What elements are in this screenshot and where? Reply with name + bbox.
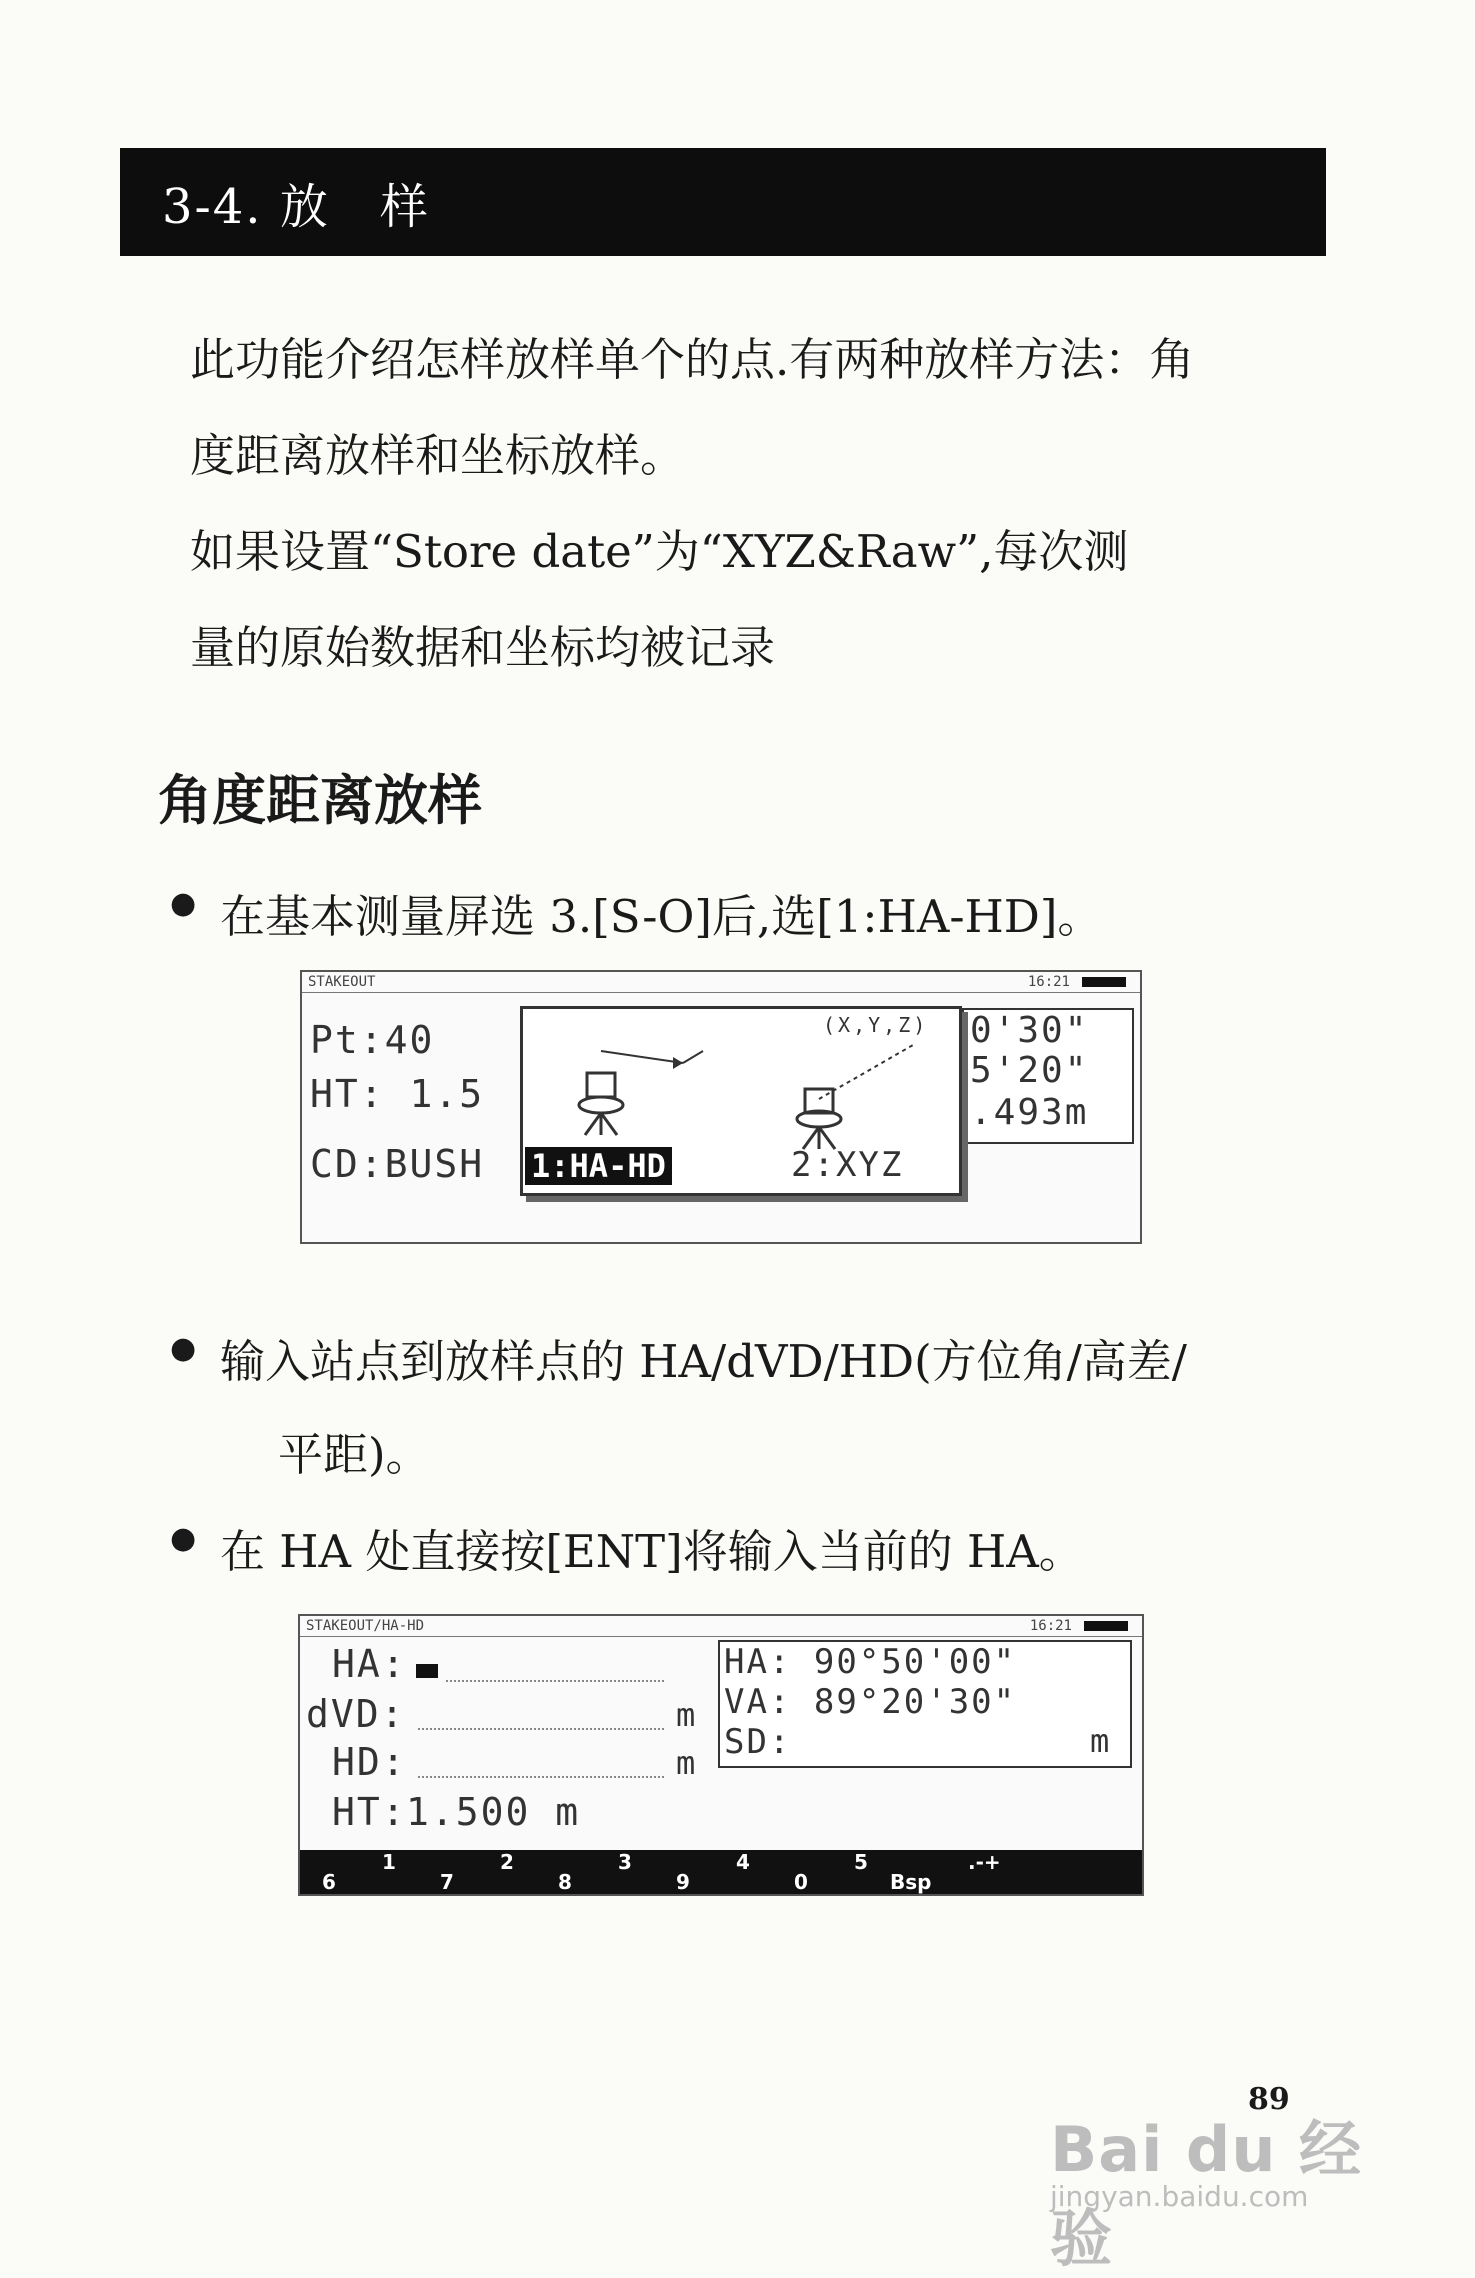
key-1[interactable]: 1	[382, 1850, 396, 1874]
bullet-1: ● 在基本测量屏选 3.[S-O]后,选[1:HA-HD]。	[220, 880, 1102, 945]
key-5[interactable]: 5	[854, 1850, 868, 1874]
numeric-keypad-bar	[300, 1850, 1142, 1894]
hd-unit: m	[676, 1744, 698, 1782]
intro-line-4: 量的原始数据和坐标均被记录	[190, 621, 776, 674]
key-9[interactable]: 9	[676, 1870, 690, 1894]
rbox-va: VA: 89°20'30"	[724, 1682, 1017, 1722]
dvd-unit: m	[676, 1696, 698, 1734]
key-2[interactable]: 2	[500, 1850, 514, 1874]
angle-readout-box	[962, 1008, 1134, 1144]
stakeout-ha-hd-screen	[298, 1614, 1144, 1896]
readout-line-3: .493m	[970, 1092, 1089, 1133]
readout-line-2: 5'20"	[970, 1050, 1089, 1091]
rbox-sd-label: SD:	[724, 1722, 792, 1762]
bullet-2: ● 输入站点到放样点的 HA/dVD/HD(方位角/高差/	[220, 1325, 1187, 1390]
section-title: 角度距离放样	[158, 769, 482, 832]
angle-readout-box	[718, 1640, 1132, 1768]
stakeout-screen	[300, 970, 1142, 1244]
option-ha-hd[interactable]: 1:HA-HD	[525, 1147, 672, 1185]
bullet-2-continued: 平距)。	[278, 1428, 431, 1481]
xyz-label: (X,Y,Z)	[823, 1013, 929, 1037]
screen-status-bar	[300, 1616, 1142, 1637]
section-header-bar	[120, 148, 1326, 256]
key-backspace[interactable]: Bsp	[890, 1870, 932, 1894]
input-cursor	[416, 1664, 438, 1678]
watermark-logo-text: Bai du 经验	[1050, 2113, 1363, 2275]
dvd-input[interactable]	[418, 1728, 664, 1730]
key-8[interactable]: 8	[558, 1870, 572, 1894]
ha-label: HA:	[332, 1642, 407, 1686]
section-header-title: 3-4. 放 样	[162, 178, 430, 235]
key-0[interactable]: 0	[794, 1870, 808, 1894]
key-3[interactable]: 3	[618, 1850, 632, 1874]
key-sign[interactable]: .-+	[968, 1850, 1001, 1874]
watermark-url: jingyan.baidu.com	[1050, 2180, 1309, 2213]
intro-line-2: 度距离放样和坐标放样。	[190, 429, 686, 482]
ha-input[interactable]	[446, 1680, 664, 1682]
readout-line-1: 0'30"	[970, 1010, 1089, 1051]
key-7[interactable]: 7	[440, 1870, 454, 1894]
stakeout-method-popup	[520, 1006, 962, 1196]
ht-field: HT: 1.5	[310, 1072, 485, 1116]
screen-title: STAKEOUT/HA-HD	[306, 1618, 425, 1634]
dvd-label: dVD:	[306, 1692, 406, 1736]
battery-icon	[1084, 1621, 1128, 1631]
screen-status-bar	[302, 972, 1140, 993]
ht-value: 1.500 m	[406, 1790, 581, 1834]
page-number: 89	[1248, 2082, 1290, 2117]
pt-field: Pt:40	[310, 1018, 435, 1062]
screen-time: 16:21	[1027, 974, 1070, 990]
intro-line-1: 此功能介绍怎样放样单个的点.有两种放样方法：角	[190, 333, 1195, 386]
intro-line-3: 如果设置“Store date”为“XYZ&Raw”,每次测	[190, 525, 1129, 578]
hd-label: HD:	[332, 1740, 407, 1784]
battery-icon	[1082, 977, 1126, 987]
baidu-watermark	[1040, 2060, 1380, 2275]
option-xyz[interactable]: 2:XYZ	[791, 1145, 904, 1185]
rbox-sd-unit: m	[1090, 1722, 1112, 1760]
key-4[interactable]: 4	[736, 1850, 750, 1874]
bullet-3: ● 在 HA 处直接按[ENT]将输入当前的 HA。	[220, 1515, 1084, 1580]
screen-title: STAKEOUT	[308, 974, 376, 990]
key-6[interactable]: 6	[322, 1870, 336, 1894]
hd-input[interactable]	[418, 1776, 664, 1778]
cd-field: CD:BUSH	[310, 1142, 485, 1186]
ht-label: HT:	[332, 1790, 407, 1834]
screen-time: 16:21	[1029, 1618, 1072, 1634]
rbox-ha: HA: 90°50'00"	[724, 1642, 1017, 1682]
